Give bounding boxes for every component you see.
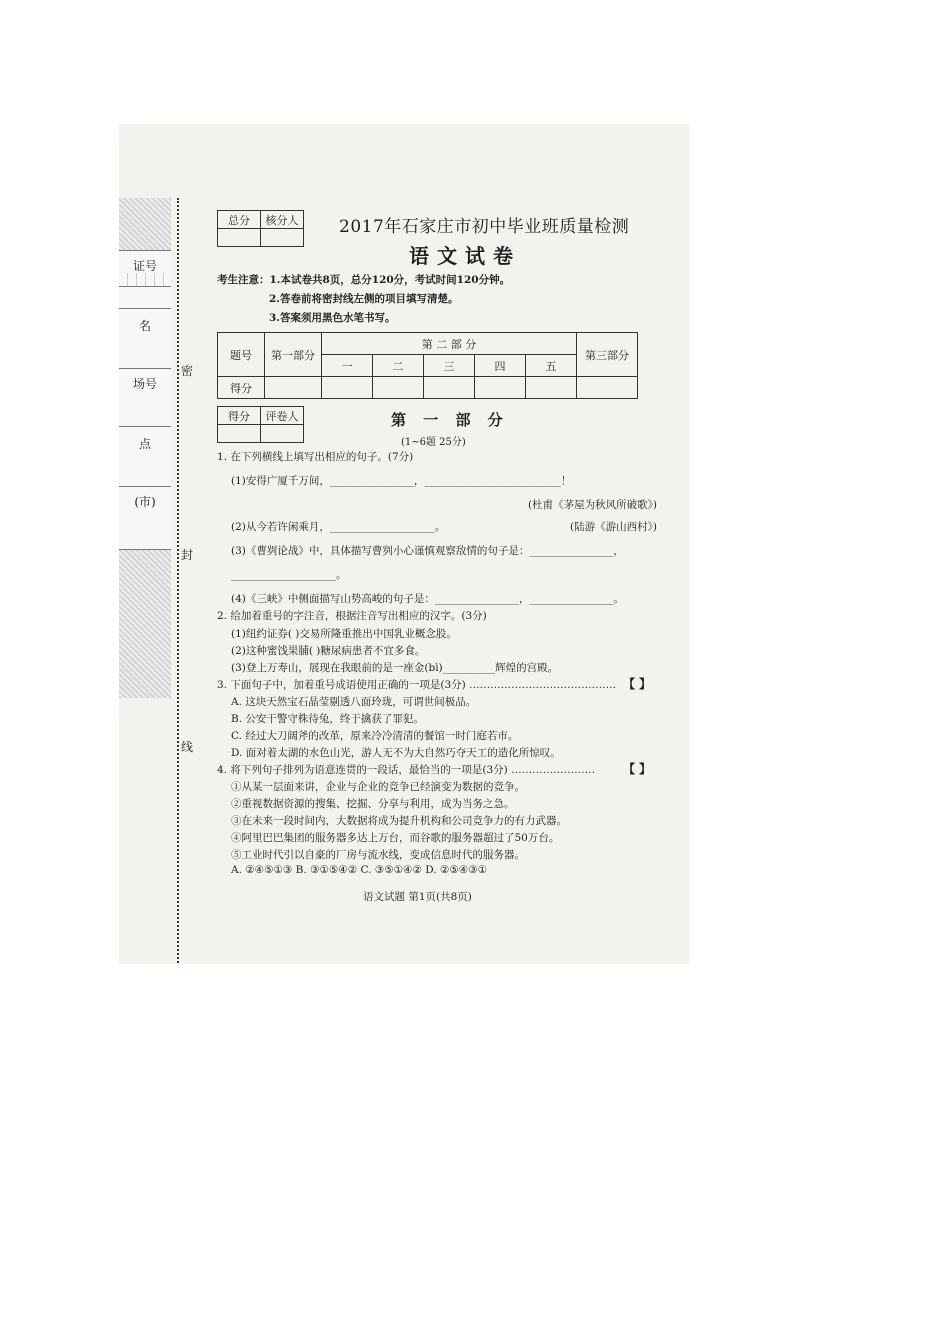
question-1-2-source: (陆游《游山西村》) — [570, 521, 657, 533]
grade-score-cell[interactable] — [424, 377, 475, 399]
grade-score-cell[interactable] — [373, 377, 424, 399]
field-exam-room: 场号 — [119, 369, 171, 427]
question-1-3: (3)《曹刿论战》中，具体描写曹刿小心谨慎观察敌情的句子是：________________， — [231, 545, 624, 557]
seal-line — [177, 198, 179, 964]
question-4-sentence-4: ④阿里巴巴集团的服务器多达上万台，而谷歌的服务器超过了50万台。 — [231, 832, 560, 844]
grade-score-cell[interactable] — [475, 377, 526, 399]
notice-line-1: 考生注意：1.本试卷共8页，总分120分，考试时间120分钟。 — [217, 274, 511, 286]
question-3-answer-bracket[interactable]: 【 】 — [623, 677, 652, 691]
grade-table — [217, 332, 638, 399]
section-score-label: 得分 — [218, 407, 261, 425]
grade-col-3: 三 — [424, 355, 475, 377]
question-3-option-b: B. 公安干警守株待兔，终于擒获了罪犯。 — [231, 713, 424, 725]
question-2-3: (3)登上万寿山，展现在我眼前的是一座金(bì)__________辉煌的宫殿。 — [231, 662, 559, 674]
section-score-cell[interactable] — [218, 425, 261, 443]
question-4-answer-bracket[interactable]: 【 】 — [623, 762, 652, 776]
part-one-range: (1~6题 25分) — [401, 437, 466, 448]
grade-score-cell[interactable] — [265, 377, 322, 399]
total-score-cell[interactable] — [218, 229, 261, 247]
student-info-panel — [119, 250, 171, 550]
field-exam-number: 证号 — [119, 251, 171, 309]
question-2-1: (1)纽约证券( )交易所隆重推出中国乳业概念股。 — [231, 628, 457, 640]
exam-subtitle: 语文试卷 — [409, 244, 521, 268]
grade-row-head-number: 题号 — [218, 333, 265, 377]
question-4-sentence-5: ⑤工业时代引以自豪的厂房与流水线，变成信息时代的服务器。 — [231, 849, 525, 861]
total-score-box — [217, 210, 304, 247]
question-2-2: (2)这种蜜饯果脯( )糖尿病患者不宜多食。 — [231, 645, 426, 657]
question-3-option-d: D. 面对着太湖的水色山光，游人无不为大自然巧夺天工的造化所惊叹。 — [231, 747, 561, 759]
grader-label: 评卷人 — [261, 407, 304, 425]
question-4-options: A. ②④⑤①③ B. ③①⑤④② C. ③⑤①④② D. ②⑤④③① — [231, 864, 487, 876]
grader-cell[interactable] — [261, 425, 304, 443]
grade-score-cell[interactable] — [577, 377, 638, 399]
question-2: 2. 给加着重号的字注音，根据注音写出相应的汉字。(3分) — [217, 610, 487, 622]
exam-number-grid — [119, 273, 171, 287]
total-score-label: 总分 — [218, 211, 261, 229]
question-1-2: (2)从今若许闲乘月，____________________。 — [231, 521, 446, 533]
question-1-3-cont: ____________________。 — [231, 569, 347, 581]
grade-col-1: 一 — [322, 355, 373, 377]
question-3-option-a: A. 这块天然宝石晶莹剔透八面玲珑，可谓世间极品。 — [231, 696, 477, 708]
grade-part1-head: 第一部分 — [265, 333, 322, 377]
field-exam-site: 点 — [119, 429, 171, 487]
grade-col-4: 四 — [475, 355, 526, 377]
seal-char-feng: 封 — [181, 548, 194, 562]
question-1-4: (4)《三峡》中侧面描写山势高峻的句子是：________________，________________。 — [231, 593, 624, 605]
exam-title: 2017年石家庄市初中毕业班质量检测 — [339, 217, 630, 237]
seal-char-xian: 线 — [181, 740, 194, 754]
question-1-1-source: (杜甫《茅屋为秋风所破歌》) — [528, 499, 657, 511]
question-3-option-c: C. 经过大刀阔斧的改革，原来冷冷清清的餐馆一时门庭若市。 — [231, 730, 519, 742]
question-4: 4. 将下列句子排列为语意连贯的一段话，最恰当的一项是(3分) …………………… — [217, 764, 596, 776]
question-3: 3. 下面句子中，加着重号成语使用正确的一项是(3分) …………………………………… — [217, 679, 617, 691]
grade-col-5: 五 — [526, 355, 577, 377]
notice-line-3: 3.答案须用黑色水笔书写。 — [269, 312, 396, 324]
notice-line-2: 2.答卷前将密封线左侧的项目填写清楚。 — [269, 293, 459, 305]
part-one-title: 第 一 部 分 — [391, 411, 509, 429]
question-1: 1. 在下列横线上填写出相应的句子。(7分) — [217, 451, 414, 463]
grade-col-2: 二 — [373, 355, 424, 377]
question-4-sentence-2: ②重视数据资源的搜集、挖掘、分享与利用，成为当务之急。 — [231, 798, 515, 810]
grade-part3-head: 第三部分 — [577, 333, 638, 377]
question-4-sentence-3: ③在未来一段时间内，大数据将成为提升机构和公司竞争力的有力武器。 — [231, 815, 567, 827]
field-name: 名 — [119, 311, 171, 369]
checker-label: 核分人 — [261, 211, 304, 229]
question-4-sentence-1: ①从某一层面来讲，企业与企业的竞争已经演变为数据的竞争。 — [231, 781, 525, 793]
question-1-1: (1)安得广厦千万间，________________，__________________________！ — [231, 475, 572, 487]
checker-cell[interactable] — [261, 229, 304, 247]
grade-score-cell[interactable] — [526, 377, 577, 399]
field-city: (市) — [134, 495, 156, 509]
grade-row-head-score: 得分 — [218, 377, 265, 399]
grade-part2-head: 第 二 部 分 — [322, 333, 577, 355]
section-score-box — [217, 406, 304, 443]
seal-char-mi: 密 — [181, 364, 194, 378]
page-footer: 语文试题 第1页(共8页) — [363, 891, 472, 903]
scanned-exam-page — [119, 124, 689, 964]
grade-score-cell[interactable] — [322, 377, 373, 399]
